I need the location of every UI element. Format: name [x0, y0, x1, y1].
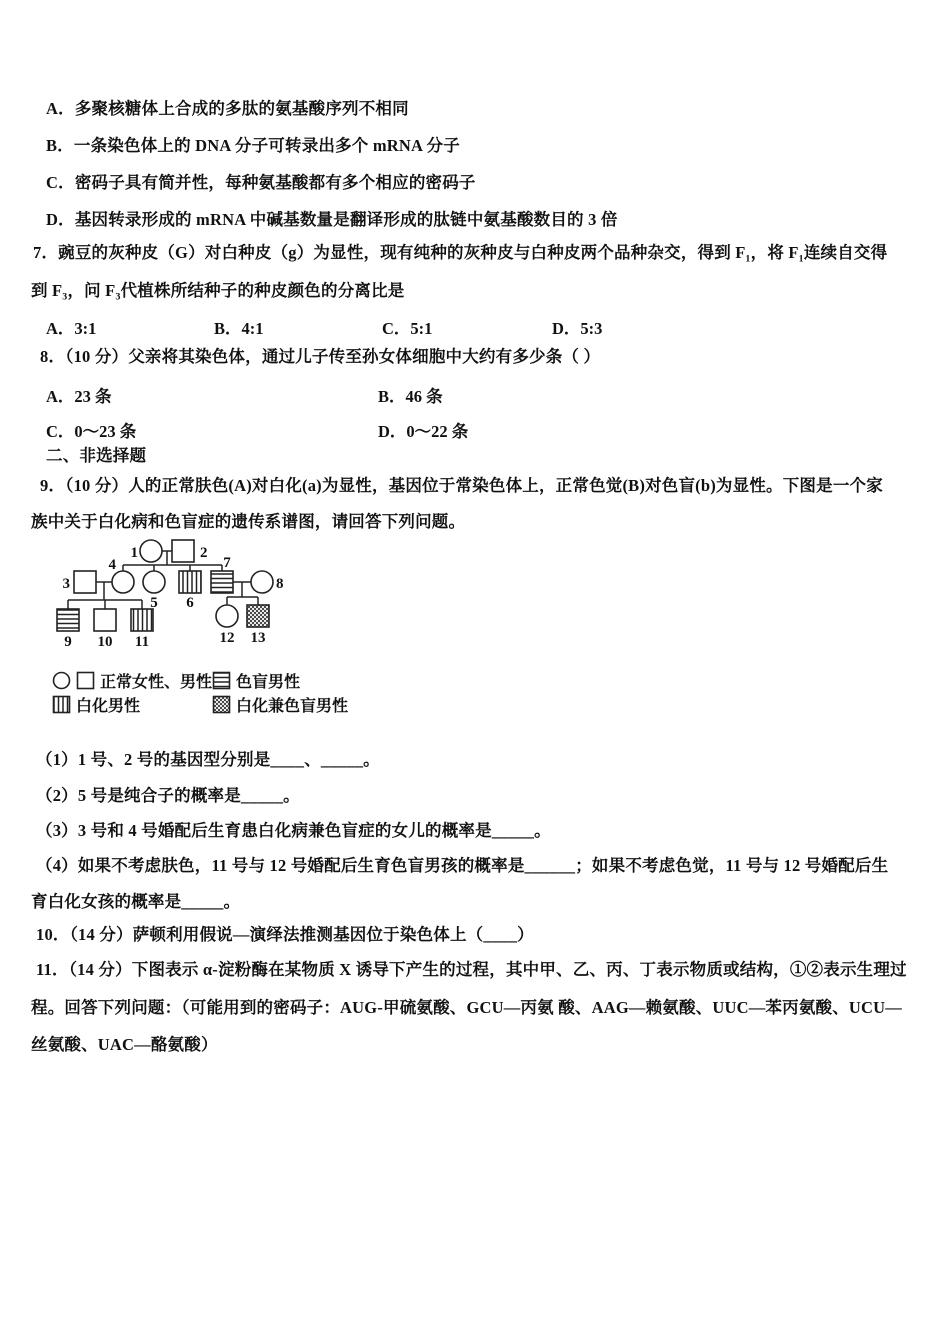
albino-male-icon — [52, 695, 71, 714]
pedigree-person-11 — [131, 609, 153, 631]
q8-stem: 8．（10 分）父亲将其染色体，通过儿子传至孙女体细胞中大约有多少条（ ） — [40, 347, 601, 366]
q9-sub-question-3: （3）3 号和 4 号婚配后生育患白化病兼色盲症的女儿的概率是_____。 — [36, 821, 551, 840]
legend-normal-label: 正常女性、男性 — [100, 674, 213, 691]
pedigree-person-7 — [211, 571, 233, 593]
q9-stem-line-2: 族中关于白化病和色盲症的遗传系谱图，请回答下列问题。 — [31, 512, 466, 531]
q9-sub-question-1: （1）1 号、2 号的基因型分别是____、_____。 — [36, 750, 380, 769]
q7-option-d: D．5:3 — [552, 319, 603, 338]
pedigree-person-8 — [251, 571, 273, 593]
q7-stem-line-1: 7．豌豆的灰种皮（G）对白种皮（g）为显性，现有纯种的灰种皮与白种皮两个品种杂交，得到 F₁，将 F₁连续自交得 — [33, 243, 888, 262]
q8-option-c: C．0～23 条 — [46, 422, 137, 441]
pedigree-number-9: 9 — [64, 634, 72, 650]
q8-option-b: B．46 条 — [378, 387, 443, 406]
pedigree-number-10: 10 — [97, 634, 113, 650]
q9-sub-question-4-continued: 育白化女孩的概率是_____。 — [31, 892, 241, 911]
q6-option-d: D．基因转录形成的 mRNA 中碱基数量是翻译形成的肽链中氨基酸数目的 3 倍 — [46, 210, 618, 229]
legend-albino-colorblind-label: 白化兼色盲男性 — [236, 698, 349, 715]
pedigree-diagram — [46, 536, 296, 651]
pedigree-number-6: 6 — [186, 595, 194, 611]
pedigree-person-1 — [140, 540, 162, 562]
q7-option-c: C．5:1 — [382, 319, 433, 338]
q6-option-c: C．密码子具有简并性，每种氨基酸都有多个相应的密码子 — [46, 173, 476, 192]
pedigree-person-3 — [74, 571, 96, 593]
q9-stem-line-1: 9．（10 分）人的正常肤色(A)对白化(a)为显性，基因位于常染色体上，正常色觉(B)对色盲(b)为显性。下图是一个家 — [40, 476, 883, 495]
q6-option-b: B．一条染色体上的 DNA 分子可转录出多个 mRNA 分子 — [46, 136, 460, 155]
q7-stem-line-2: 到 F₃，问 F₃代植株所结种子的种皮颜色的分离比是 — [31, 281, 405, 300]
q10-stem: 10．（14 分）萨顿利用假说—演绎法推测基因位于染色体上（____） — [36, 925, 534, 944]
pedigree-person-2 — [172, 540, 194, 562]
pedigree-number-7: 7 — [223, 555, 231, 571]
section-2-header: 二、非选择题 — [46, 446, 147, 465]
normal-male-icon — [76, 671, 95, 690]
pedigree-number-3: 3 — [62, 576, 70, 592]
legend-colorblind-male — [212, 669, 300, 692]
pedigree-number-5: 5 — [150, 595, 158, 611]
legend-albino-label: 白化男性 — [76, 698, 141, 715]
pedigree-person-10 — [94, 609, 116, 631]
pedigree-person-12 — [216, 605, 238, 627]
q8-option-d: D．0～22 条 — [378, 422, 469, 441]
normal-female-icon — [52, 671, 71, 690]
q8-option-a: A．23 条 — [46, 387, 112, 406]
q7-option-a: A．3:1 — [46, 319, 97, 338]
q9-sub-question-4: （4）如果不考虑肤色，11 号与 12 号婚配后生育色盲男孩的概率是______；如果不考虑色觉，11 号与 12 号婚配后生 — [36, 856, 889, 875]
pedigree-number-2: 2 — [200, 545, 208, 561]
pedigree-number-13: 13 — [250, 630, 266, 646]
legend-colorblind-label: 色盲男性 — [236, 674, 301, 691]
pedigree-person-9 — [57, 609, 79, 631]
pedigree-person-4 — [112, 571, 134, 593]
q11-stem-line-1: 11．（14 分）下图表示 α-淀粉酶在某物质 X 诱导下产生的过程，其中甲、乙、丙、丁表示物质或结构，①②表示生理过 — [36, 960, 907, 979]
q7-option-b: B．4:1 — [214, 319, 264, 338]
pedigree-person-5 — [143, 571, 165, 593]
q11-stem-line-3: 丝氨酸、UAC—酪氨酸） — [31, 1035, 218, 1054]
legend-albino-male — [52, 693, 140, 716]
pedigree-number-11: 11 — [134, 634, 150, 650]
q9-sub-question-2: （2）5 号是纯合子的概率是_____。 — [36, 786, 300, 805]
q11-stem-line-2: 程。回答下列问题：（可能用到的密码子：AUG-甲硫氨酸、GCU—丙氨 酸、AAG—赖氨酸、UUC—苯丙氨酸、UCU— — [31, 998, 902, 1017]
pedigree-person-13 — [247, 605, 269, 627]
albino-colorblind-male-icon — [212, 695, 231, 714]
legend-albino-colorblind-male — [212, 693, 348, 716]
legend-normal — [52, 669, 212, 692]
pedigree-number-1: 1 — [130, 545, 138, 561]
pedigree-number-12: 12 — [219, 630, 235, 646]
pedigree-number-4: 4 — [108, 557, 116, 573]
pedigree-person-6 — [179, 571, 201, 593]
colorblind-male-icon — [212, 671, 231, 690]
pedigree-number-8: 8 — [276, 576, 284, 592]
q6-option-a: A．多聚核糖体上合成的多肽的氨基酸序列不相同 — [46, 99, 409, 118]
